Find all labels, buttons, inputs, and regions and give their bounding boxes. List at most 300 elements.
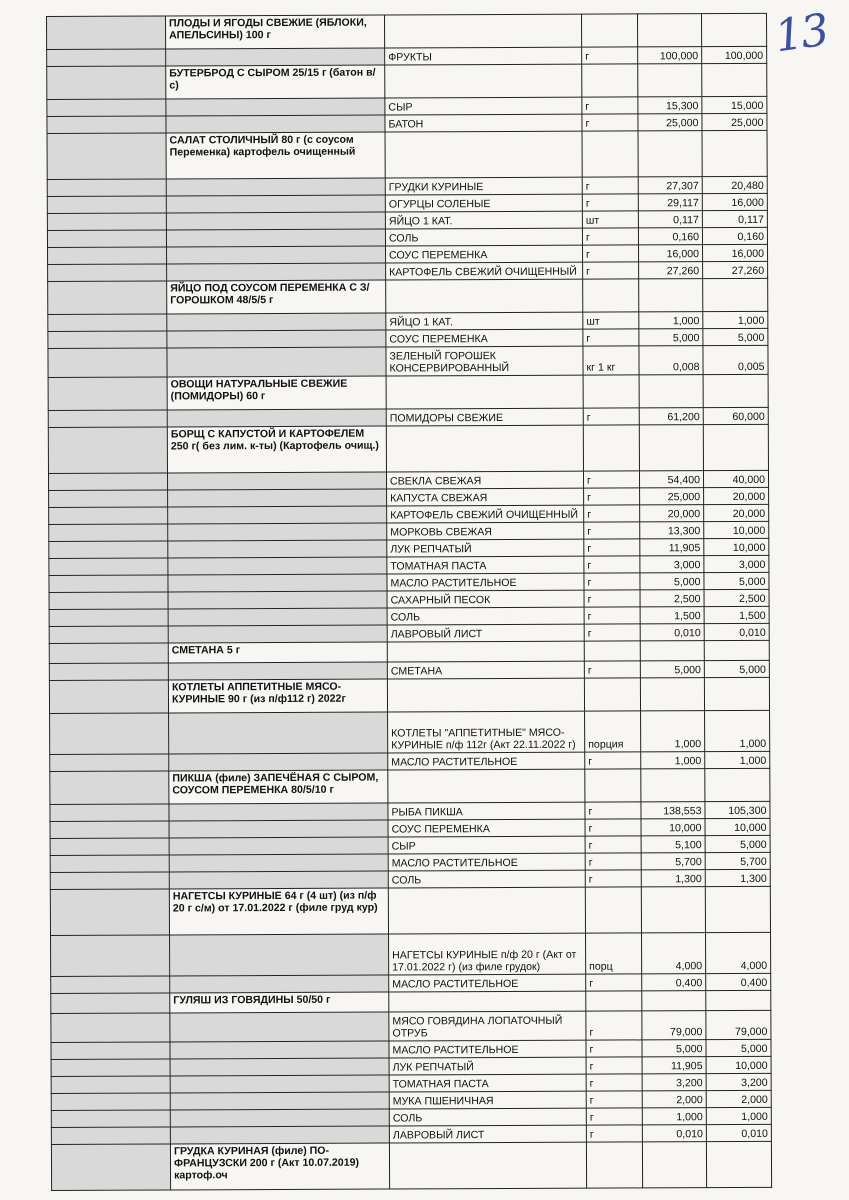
dish-cell-empty xyxy=(169,854,388,872)
gross-quantity: 25,000 xyxy=(640,488,704,505)
dish-cell-empty xyxy=(169,837,388,855)
ingredient-unit: г xyxy=(586,1091,642,1108)
gross-quantity: 1,000 xyxy=(639,312,703,329)
row-marker-cell xyxy=(51,1013,170,1043)
ingredient-name: СВЕКЛА СВЕЖАЯ xyxy=(386,471,583,489)
ingredient-name: КОТЛЕТЫ "АППЕТИТНЫЕ" МЯСО-КУРИНЫЕ п/ф 112г (Акт 22.11.2022 г) xyxy=(388,711,585,753)
dish-name: ЯЙЦО ПОД СОУСОМ ПЕРЕМЕНКА С З/ГОРОШКОМ 48/5/5 г xyxy=(167,280,386,314)
ingredient-unit: г xyxy=(586,974,642,991)
gross-quantity: 11,905 xyxy=(642,1057,706,1074)
gross-quantity: 16,000 xyxy=(639,245,703,262)
row-marker-cell xyxy=(49,663,168,681)
net-cell-empty xyxy=(706,1141,771,1187)
net-quantity: 5,000 xyxy=(703,328,768,345)
dish-row xyxy=(47,130,767,179)
ingredient-name: СОУС ПЕРЕМЕНКА xyxy=(388,819,585,837)
net-quantity: 1,000 xyxy=(703,311,768,328)
ingredient-name: СОУС ПЕРЕМЕНКА xyxy=(386,329,583,347)
dish-cell-empty xyxy=(170,1109,389,1127)
unit-cell-empty xyxy=(584,678,640,711)
dish-cell-empty xyxy=(168,540,387,558)
ingredient-unit: г xyxy=(586,1011,642,1040)
gross-quantity: 4,000 xyxy=(642,933,706,974)
row-marker-cell xyxy=(50,804,169,822)
gross-quantity: 5,000 xyxy=(640,661,704,678)
net-quantity: 0,117 xyxy=(702,210,767,227)
ingredient-name: МЯСО ГОВЯДИНА ЛОПАТОЧНЫЙ ОТРУБ xyxy=(389,1011,586,1041)
ingredient-unit: г xyxy=(584,539,640,556)
gross-cell-empty xyxy=(637,14,701,47)
unit-cell-empty xyxy=(583,425,639,471)
ingredient-name: ТОМАТНАЯ ПАСТА xyxy=(389,1074,586,1092)
row-marker-cell xyxy=(50,713,169,755)
ingredient-name: ГРУДКИ КУРИНЫЕ xyxy=(385,177,582,195)
net-quantity: 5,000 xyxy=(704,660,769,677)
row-marker-cell xyxy=(50,838,169,856)
ingredient-name: РЫБА ПИКША xyxy=(388,802,585,820)
dish-cell-empty xyxy=(169,803,388,821)
row-marker-cell xyxy=(51,976,170,994)
row-marker-cell xyxy=(51,1059,170,1077)
gross-quantity: 25,000 xyxy=(638,114,702,131)
gross-quantity: 0,160 xyxy=(638,228,702,245)
ingredient-name: СОУС ПЕРЕМЕНКА xyxy=(386,245,583,263)
dish-name: ГРУДКА КУРИНАЯ (филе) ПО-ФРАНЦУЗСКИ 200 г (Акт 10.07.2019) картоф.оч xyxy=(170,1143,389,1190)
net-quantity: 5,000 xyxy=(706,1039,771,1056)
unit-cell-empty xyxy=(586,1142,642,1188)
ingredient-unit: г xyxy=(586,1040,642,1057)
ingredient-cell-empty xyxy=(386,425,583,472)
gross-quantity: 0,010 xyxy=(640,624,704,641)
ingredient-cell-empty xyxy=(389,991,586,1012)
row-marker-cell xyxy=(48,473,167,491)
row-marker-cell xyxy=(51,1144,170,1191)
net-quantity: 3,000 xyxy=(704,555,769,572)
dish-cell-empty xyxy=(166,48,385,66)
gross-quantity: 11,905 xyxy=(640,539,704,556)
net-quantity: 15,000 xyxy=(702,96,767,113)
dish-cell-empty xyxy=(168,608,387,626)
dish-cell-empty xyxy=(170,1092,389,1110)
net-quantity: 0,005 xyxy=(703,345,768,374)
net-cell-empty xyxy=(703,424,768,470)
net-quantity: 0,010 xyxy=(706,1124,771,1141)
net-quantity: 25,000 xyxy=(702,113,767,130)
ingredient-unit: г xyxy=(586,1057,642,1074)
ingredient-name: СОЛЬ xyxy=(387,607,584,625)
ingredient-unit: г xyxy=(584,624,640,641)
ingredient-name: БАТОН xyxy=(385,114,582,132)
net-quantity: 100,000 xyxy=(702,46,767,63)
ingredient-unit: г xyxy=(584,607,640,624)
ingredient-row xyxy=(51,1010,771,1042)
ingredient-name: СЫР xyxy=(385,97,582,115)
row-marker-cell xyxy=(48,314,167,332)
ingredient-unit: г xyxy=(583,329,639,346)
ingredient-unit: порция xyxy=(585,711,641,752)
ingredient-name: СМЕТАНА xyxy=(387,661,584,679)
dish-row xyxy=(50,886,770,935)
row-marker-cell xyxy=(49,558,168,576)
dish-cell-empty xyxy=(166,212,385,230)
net-quantity: 0,160 xyxy=(702,227,767,244)
ingredient-cell-empty xyxy=(388,887,585,934)
ingredient-unit: шт xyxy=(583,312,639,329)
ingredient-name: МАСЛО РАСТИТЕЛЬНОЕ xyxy=(389,1040,586,1058)
ingredient-name: ЗЕЛЕНЫЙ ГОРОШЕК КОНСЕРВИРОВАННЫЙ xyxy=(386,346,583,376)
dish-cell-empty xyxy=(170,975,389,993)
ingredient-name: ЯЙЦО 1 КАТ. xyxy=(386,312,583,330)
gross-quantity: 5,000 xyxy=(639,329,703,346)
gross-quantity: 29,117 xyxy=(638,194,702,211)
unit-cell-empty xyxy=(584,641,640,661)
dish-cell-empty xyxy=(167,313,386,331)
row-marker-cell xyxy=(48,348,167,378)
row-marker-cell xyxy=(49,541,168,559)
net-quantity: 1,000 xyxy=(705,751,770,768)
row-marker-cell xyxy=(49,575,168,593)
row-marker-cell xyxy=(47,49,166,67)
gross-cell-empty xyxy=(639,375,703,408)
dish-cell-empty xyxy=(168,662,387,680)
ingredient-unit: г xyxy=(583,471,639,488)
gross-quantity: 13,300 xyxy=(640,522,704,539)
ingredient-unit: шт xyxy=(582,211,638,228)
row-marker-cell xyxy=(48,281,167,315)
ingredient-cell-empty xyxy=(386,279,583,313)
dish-cell-empty xyxy=(166,229,385,247)
ingredient-name: САХАРНЫЙ ПЕСОК xyxy=(387,590,584,608)
net-quantity: 5,000 xyxy=(704,572,769,589)
ingredient-unit: г xyxy=(584,556,640,573)
row-marker-cell xyxy=(47,196,166,214)
dish-row xyxy=(48,374,768,410)
dish-cell-empty xyxy=(166,98,385,116)
ingredient-cell-empty xyxy=(386,375,583,409)
dish-row xyxy=(48,278,768,314)
dish-cell-empty xyxy=(170,1075,389,1093)
gross-quantity: 1,000 xyxy=(641,752,705,769)
ingredient-unit: г xyxy=(583,245,639,262)
ingredient-row xyxy=(51,932,771,976)
net-quantity: 0,400 xyxy=(706,973,771,990)
ingredient-unit: г xyxy=(584,522,640,539)
row-marker-cell xyxy=(47,99,166,117)
ingredient-unit: г xyxy=(582,97,638,114)
net-cell-empty xyxy=(703,374,768,407)
unit-cell-empty xyxy=(585,887,641,933)
ingredient-unit: г xyxy=(583,408,639,425)
ingredient-cell-empty xyxy=(385,131,582,178)
ingredient-name: ФРУКТЫ xyxy=(385,47,582,65)
dish-row xyxy=(49,677,769,713)
ingredient-cell-empty xyxy=(387,641,584,662)
gross-cell-empty xyxy=(639,425,703,471)
ingredient-name: ЛАВРОВЫЙ ЛИСТ xyxy=(387,624,584,642)
gross-quantity: 1,500 xyxy=(640,607,704,624)
row-marker-cell xyxy=(50,754,169,772)
gross-cell-empty xyxy=(640,641,704,661)
gross-quantity: 54,400 xyxy=(639,471,703,488)
gross-cell-empty xyxy=(642,1142,706,1188)
row-marker-cell xyxy=(48,410,167,428)
gross-quantity: 5,000 xyxy=(640,573,704,590)
net-quantity: 5,700 xyxy=(705,852,770,869)
row-marker-cell xyxy=(51,1076,170,1094)
row-marker-cell xyxy=(51,1110,170,1128)
ingredient-name: ЛУК РЕПЧАТЫЙ xyxy=(387,539,584,557)
ingredient-cell-empty xyxy=(385,64,582,98)
row-marker-cell xyxy=(49,592,168,610)
row-marker-cell xyxy=(51,1127,170,1145)
net-quantity: 10,000 xyxy=(704,521,769,538)
net-quantity: 10,000 xyxy=(706,1056,771,1073)
net-cell-empty xyxy=(704,640,769,660)
ingredient-name: КАПУСТА СВЕЖАЯ xyxy=(387,488,584,506)
ingredient-unit: порц xyxy=(586,933,642,974)
unit-cell-empty xyxy=(586,991,642,1011)
gross-quantity: 2,500 xyxy=(640,590,704,607)
row-marker-cell xyxy=(47,179,166,197)
ingredient-name: СЫР xyxy=(388,836,585,854)
ingredient-unit: г xyxy=(585,802,641,819)
net-quantity: 16,000 xyxy=(703,244,768,261)
net-quantity: 10,000 xyxy=(704,538,769,555)
dish-cell-empty xyxy=(168,506,387,524)
row-marker-cell xyxy=(51,1093,170,1111)
dish-cell-empty xyxy=(169,712,388,754)
net-quantity: 20,000 xyxy=(704,504,769,521)
dish-cell-empty xyxy=(170,1012,389,1042)
dish-row xyxy=(51,1141,771,1190)
ingredient-unit: г xyxy=(584,505,640,522)
net-quantity: 20,000 xyxy=(704,487,769,504)
dish-name: ОВОЩИ НАТУРАЛЬНЫЕ СВЕЖИЕ (ПОМИДОРЫ) 60 г xyxy=(167,376,386,410)
row-marker-cell xyxy=(48,427,167,474)
ingredient-name: КАРТОФЕЛЬ СВЕЖИЙ ОЧИЩЕННЫЙ xyxy=(387,505,584,523)
dish-cell-empty xyxy=(168,574,387,592)
gross-cell-empty xyxy=(638,131,702,177)
dish-row xyxy=(48,424,768,473)
dish-cell-empty xyxy=(170,1041,389,1059)
gross-quantity: 61,200 xyxy=(639,408,703,425)
ingredient-name: СОЛЬ xyxy=(389,1108,586,1126)
net-quantity: 105,300 xyxy=(705,801,770,818)
row-marker-cell xyxy=(48,331,167,349)
net-cell-empty xyxy=(702,130,767,176)
menu-ingredients-table xyxy=(46,13,772,1191)
gross-quantity: 79,000 xyxy=(642,1011,706,1040)
ingredient-name: НАГЕТСЫ КУРИНЫЕ п/ф 20 г (Акт от 17.01.2022 г) (из филе грудок) xyxy=(389,933,586,975)
ingredient-name: МУКА ПШЕНИЧНАЯ xyxy=(389,1091,586,1109)
gross-quantity: 1,300 xyxy=(641,870,705,887)
row-marker-cell xyxy=(51,935,170,977)
ingredient-name: МАСЛО РАСТИТЕЛЬНОЕ xyxy=(389,974,586,992)
ingredient-cell-empty xyxy=(389,1142,586,1189)
net-quantity: 16,000 xyxy=(702,193,767,210)
row-marker-cell xyxy=(47,213,166,231)
row-marker-cell xyxy=(49,524,168,542)
net-quantity: 1,000 xyxy=(705,710,770,751)
dish-row xyxy=(47,13,767,49)
ingredient-name: ОГУРЦЫ СОЛЕНЫЕ xyxy=(385,194,582,212)
ingredient-name: КАРТОФЕЛЬ СВЕЖИЙ ОЧИЩЕННЫЙ xyxy=(386,262,583,280)
ingredient-name: СОЛЬ xyxy=(385,228,582,246)
gross-quantity: 15,300 xyxy=(638,97,702,114)
ingredient-unit: г xyxy=(582,47,638,64)
gross-cell-empty xyxy=(638,64,702,97)
dish-row xyxy=(50,768,770,804)
dish-name: НАГЕТСЫ КУРИНЫЕ 64 г (4 шт) (из п/ф 20 г с/м) от 17.01.2022 г (филе груд кур) xyxy=(169,888,388,935)
dish-cell-empty xyxy=(168,523,387,541)
net-quantity: 2,500 xyxy=(704,589,769,606)
ingredient-name: ЛАВРОВЫЙ ЛИСТ xyxy=(389,1125,586,1143)
ingredient-unit: г xyxy=(582,177,638,194)
ingredient-unit: г xyxy=(584,488,640,505)
net-quantity: 79,000 xyxy=(706,1010,771,1039)
gross-quantity: 0,400 xyxy=(642,974,706,991)
row-marker-cell xyxy=(49,643,168,664)
dish-cell-empty xyxy=(166,195,385,213)
unit-cell-empty xyxy=(583,279,639,312)
dish-cell-empty xyxy=(167,330,386,348)
dish-cell-empty xyxy=(167,246,386,264)
gross-quantity: 10,000 xyxy=(641,819,705,836)
ingredient-unit: г xyxy=(583,262,639,279)
ingredient-name: ЛУК РЕПЧАТЫЙ xyxy=(389,1057,586,1075)
ingredient-name: МАСЛО РАСТИТЕЛЬНОЕ xyxy=(387,573,584,591)
gross-quantity: 1,000 xyxy=(642,1108,706,1125)
ingredient-unit: г xyxy=(582,114,638,131)
ingredient-unit: г xyxy=(586,1108,642,1125)
net-quantity: 0,010 xyxy=(704,623,769,640)
dish-cell-empty xyxy=(168,625,387,643)
dish-cell-empty xyxy=(166,178,385,196)
ingredient-name: ТОМАТНАЯ ПАСТА xyxy=(387,556,584,574)
ingredient-unit: г xyxy=(585,870,641,887)
ingredient-name: МАСЛО РАСТИТЕЛЬНОЕ xyxy=(388,853,585,871)
ingredient-unit: г xyxy=(586,1074,642,1091)
net-cell-empty xyxy=(702,63,767,96)
ingredient-cell-empty xyxy=(387,678,584,712)
net-cell-empty xyxy=(706,990,771,1010)
gross-quantity: 5,100 xyxy=(641,836,705,853)
dish-cell-empty xyxy=(170,1126,389,1144)
dish-cell-empty xyxy=(170,934,389,976)
gross-quantity: 138,553 xyxy=(641,802,705,819)
ingredient-name: СОЛЬ xyxy=(388,870,585,888)
ingredient-unit: г xyxy=(582,228,638,245)
net-quantity: 27,260 xyxy=(703,261,768,278)
net-cell-empty xyxy=(705,886,770,932)
row-marker-cell xyxy=(47,16,166,50)
unit-cell-empty xyxy=(582,64,638,97)
gross-quantity: 3,000 xyxy=(640,556,704,573)
dish-row xyxy=(47,63,767,99)
dish-cell-empty xyxy=(170,1058,389,1076)
ingredient-unit: г xyxy=(582,194,638,211)
row-marker-cell xyxy=(49,609,168,627)
net-quantity: 1,500 xyxy=(704,606,769,623)
ingredient-unit: г xyxy=(585,752,641,769)
gross-cell-empty xyxy=(641,887,705,933)
gross-cell-empty xyxy=(642,991,706,1011)
dish-cell-empty xyxy=(167,472,386,490)
ingredient-row xyxy=(50,710,770,754)
dish-cell-empty xyxy=(169,820,388,838)
row-marker-cell xyxy=(50,889,169,936)
row-marker-cell xyxy=(49,680,168,714)
dish-cell-empty xyxy=(168,591,387,609)
net-quantity: 20,480 xyxy=(702,176,767,193)
ingredient-unit: г xyxy=(585,853,641,870)
row-marker-cell xyxy=(51,1042,170,1060)
dish-cell-empty xyxy=(169,753,388,771)
dish-name: КОТЛЕТЫ АППЕТИТНЫЕ МЯСО-КУРИНЫЕ 90 г (из п/ф112 г) 2022г xyxy=(168,679,387,713)
net-quantity: 60,000 xyxy=(703,407,768,424)
dish-cell-empty xyxy=(168,557,387,575)
gross-quantity: 27,260 xyxy=(639,262,703,279)
net-quantity: 10,000 xyxy=(705,818,770,835)
gross-quantity: 100,000 xyxy=(638,47,702,64)
dish-name: САЛАТ СТОЛИЧНЫЙ 80 г (с соусом Переменка) картофель очищенный xyxy=(166,132,385,179)
gross-cell-empty xyxy=(639,279,703,312)
net-quantity: 3,200 xyxy=(706,1073,771,1090)
gross-quantity: 1,000 xyxy=(641,711,705,752)
unit-cell-empty xyxy=(585,769,641,802)
net-quantity: 4,000 xyxy=(706,932,771,973)
row-marker-cell xyxy=(51,993,170,1014)
gross-quantity: 3,200 xyxy=(642,1074,706,1091)
row-marker-cell xyxy=(50,821,169,839)
dish-cell-empty xyxy=(166,115,385,133)
net-quantity: 5,000 xyxy=(705,835,770,852)
ingredient-name: МОРКОВЬ СВЕЖАЯ xyxy=(387,522,584,540)
gross-quantity: 5,000 xyxy=(642,1040,706,1057)
dish-name: БОРЩ С КАПУСТОЙ И КАРТОФЕЛЕМ 250 г( без лим. к-ты) (Картофель очищ.) xyxy=(167,426,386,473)
gross-quantity: 0,010 xyxy=(642,1125,706,1142)
row-marker-cell xyxy=(47,230,166,248)
dish-cell-empty xyxy=(169,871,388,889)
net-cell-empty xyxy=(701,13,766,46)
gross-quantity: 0,008 xyxy=(639,346,703,375)
gross-quantity: 27,307 xyxy=(638,177,702,194)
dish-name: ПЛОДЫ И ЯГОДЫ СВЕЖИЕ (ЯБЛОКИ, АПЕЛЬСИНЫ) 100 г xyxy=(166,15,385,49)
ingredient-name: МАСЛО РАСТИТЕЛЬНОЕ xyxy=(388,752,585,770)
dish-cell-empty xyxy=(167,347,386,377)
row-marker-cell xyxy=(47,66,166,100)
gross-cell-empty xyxy=(641,769,705,802)
ingredient-name: ЯЙЦО 1 КАТ. xyxy=(385,211,582,229)
net-cell-empty xyxy=(704,677,769,710)
row-marker-cell xyxy=(50,855,169,873)
row-marker-cell xyxy=(48,377,167,411)
dish-name: БУТЕРБРОД С СЫРОМ 25/15 г (батон в/с) xyxy=(166,65,385,99)
dish-name: СМЕТАНА 5 г xyxy=(168,642,387,663)
net-quantity: 2,000 xyxy=(706,1090,771,1107)
row-marker-cell xyxy=(47,116,166,134)
dish-name: ПИКША (филе) ЗАПЕЧЁНАЯ С СЫРОМ, СОУСОМ ПЕРЕМЕНКА 80/5/10 г xyxy=(169,770,388,804)
net-quantity: 40,000 xyxy=(703,470,768,487)
ingredient-name: ПОМИДОРЫ СВЕЖИЕ xyxy=(386,408,583,426)
dish-cell-empty xyxy=(168,489,387,507)
dish-cell-empty xyxy=(167,409,386,427)
ingredient-unit: г xyxy=(586,1125,642,1142)
ingredient-unit: кг 1 кг xyxy=(583,346,639,375)
ingredient-cell-empty xyxy=(384,14,581,48)
row-marker-cell xyxy=(50,771,169,805)
handwritten-page-number: 13 xyxy=(771,4,831,63)
